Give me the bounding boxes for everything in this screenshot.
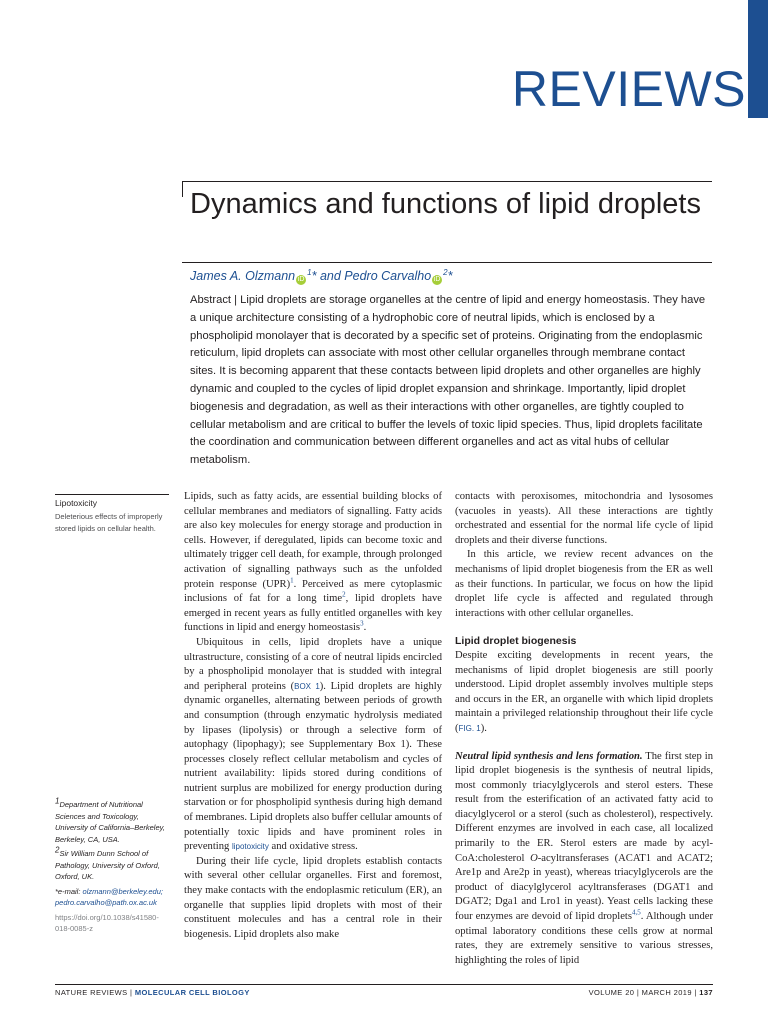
author-2-star: * bbox=[447, 269, 453, 283]
email-link-2[interactable]: pedro.carvalho@path.ox.ac.uk bbox=[55, 898, 157, 907]
reference-link[interactable]: 3 bbox=[360, 619, 364, 628]
paragraph: Despite exciting developments in recent years, the mechanisms of lipid droplet biogenesis are still poorly understood. Lipid droplet assembly involves multiple steps and occurs in the ER, an organelle with which lipid droplets maintain a privileged relationship throughout their life cycle (FIG. 1). bbox=[455, 649, 713, 734]
paragraph: contacts with peroxisomes, mitochondria and lysosomes (vacuoles in yeasts). All these interactions are tightly orchestrated and essential for the normal life cycle of lipid droplets and their diverse functions. bbox=[455, 491, 713, 546]
email-link-1[interactable]: olzmann@berkeley.edu; bbox=[82, 886, 163, 896]
paragraph: Neutral lipid synthesis and lens formation. The first step in lipid droplet biogenesis is the synthesis of neutral lipids, most commonly triacylglycerols and sterol esters. These result from the esterification of an activated fatty acid to diacylglycerol or a sterol (such as cholesterol), respectively. Different enzymes are involved in each case, all localized primarily to the ER. Sterol esters are made by acyl-CoA:cholesterol O-acyltransferases (ACAT1 and ACAT2; Are1p and Are2p in yeast), whereas triacylglycerols are the product of diacylglycerol acyltransferases (DGAT1 and DGAT2; Dga1 and Lro1 in yeast). Yeast cells lacking these four enzymes are devoid of lipid droplets$^{4,5}$. Although under optimal laboratory conditions these cells grow at normal rates, they are extremely sensitive to various stresses, highlighting the roles of lipid bbox=[455, 750, 713, 966]
paragraph: Ubiquitous in cells, lipid droplets have a unique ultrastructure, consisting of a core of neutral lipids encircled by a phospholipid monolayer that is studded with integral and peripheral proteins (BOX 1). Lipid droplets are highly dynamic organelles, alternating between periods of growth and consumption (through enzymatic hydrolysis mediated by lipases (lipolysis) or through a selective form of autophagy (lipophagy); see Supplementary Box 1). These processes closely reflect cellular metabolism and cycles of nutrient availability: lipids stored during conditions of nutrient surplus are mobilized for energy production during starvation or for phospholipid synthesis during high demand of membranes. Lipid droplets also buffer cellular amounts of potentially toxic lipids and have prominent roles in preventing lipotoxicity and oxidative stress. bbox=[184, 636, 442, 853]
glossary-definition: Deleterious effects of improperly stored lipids on cellular health. bbox=[55, 512, 163, 533]
abstract-label: Abstract | bbox=[190, 294, 238, 306]
abstract-text: Lipid droplets are storage organelles at the centre of lipid and energy homeostasis. They have a unique architecture consisting of a hydrophobic core of neutral lipids, which is enclosed by a phospholipid monolayer that is decorated by a specific set of proteins. Originating from the endoplasmic reticulum, lipid droplets can associate with most other cellular organelles through membrane contact sites. It is becoming apparent that these contacts between lipid droplets and other organelles are highly dynamic and coupled to the cycles of lipid droplet expansion and shrinkage. Importantly, lipid droplet biogenesis and degradation, as well as their interactions with other organelles, are tightly coupled to cellular metabolism and are critical to buffer the levels of toxic lipid species. Thus, lipid droplets facilitate the coordination and communication between different organelles and act as vital hubs of cellular metabolism. bbox=[190, 294, 706, 467]
orcid-icon[interactable]: iD bbox=[297, 276, 305, 283]
figure-link[interactable]: FIG. 1 bbox=[458, 723, 481, 733]
subsection-heading: Neutral lipid synthesis and lens formation. bbox=[455, 750, 643, 762]
footer-issue: VOLUME 20 | MARCH 2019 | 137 bbox=[588, 988, 713, 997]
paragraph: During their life cycle, lipid droplets establish contacts with several other cellular organelles. First and foremost, they make contacts with the endoplasmic reticulum (ER), an organelle that supplies lipid droplets with most of their constituent molecules and has a central role in their biogenesis. Lipid droplets also make bbox=[184, 855, 442, 940]
section-heading: Lipid droplet biogenesis bbox=[455, 635, 577, 648]
section-header: REVIEWS bbox=[511, 61, 746, 117]
abstract bbox=[190, 292, 712, 470]
orcid-icon[interactable]: iD bbox=[433, 276, 441, 283]
footer-journal: NATURE REVIEWS | MOLECULAR CELL BIOLOGY bbox=[55, 988, 250, 997]
footer-rule bbox=[55, 984, 713, 985]
title-rule bbox=[182, 262, 712, 263]
reference-link[interactable]: 2 bbox=[342, 590, 346, 599]
author-1-name[interactable]: James A. Olzmann bbox=[190, 269, 296, 283]
body-column-middle bbox=[184, 490, 442, 942]
author-1-affil: 1 bbox=[307, 267, 312, 277]
affiliations bbox=[55, 796, 173, 938]
doi-link[interactable]: https://doi.org/10.1038/s41580-018-0085-z bbox=[55, 912, 159, 933]
box-link[interactable]: BOX 1 bbox=[294, 681, 320, 691]
glossary-rule bbox=[55, 494, 169, 495]
reference-link[interactable]: 4,5 bbox=[631, 908, 641, 917]
glossary-term: Lipotoxicity bbox=[55, 498, 98, 508]
author-line bbox=[190, 266, 710, 286]
author-2-affil: 2 bbox=[443, 267, 448, 277]
article-title: Dynamics and functions of lipid droplets bbox=[190, 188, 701, 220]
body-column-right bbox=[455, 490, 713, 968]
reference-link[interactable]: 1 bbox=[290, 576, 294, 585]
author-and: and bbox=[319, 269, 341, 283]
reviews-color-bar bbox=[748, 0, 768, 118]
email-line: *e-mail: olzmann@berkeley.edu; pedro.carvalho@path.ox.ac.uk bbox=[55, 886, 163, 907]
top-rule bbox=[182, 181, 712, 182]
affiliation-1: $^1$Department of Nutritional Sciences and Toxicology, University of California–Berkeley, Berkeley, CA, USA. bbox=[55, 796, 165, 844]
glossary-link[interactable]: lipotoxicity bbox=[231, 842, 269, 852]
affiliation-2: $^2$Sir William Dunn School of Pathology, University of Oxford, Oxford, UK. bbox=[55, 845, 160, 881]
paragraph: In this article, we review recent advances on the mechanisms of lipid droplet biogenesis from the ER as well as their functions. In particular, we focus on how the lipid droplet life cycle is affected and regulated through interactions with other cellular organelles. bbox=[455, 549, 713, 619]
page-number: 137 bbox=[699, 988, 713, 997]
top-rule-tick bbox=[182, 181, 183, 197]
author-2-name[interactable]: Pedro Carvalho bbox=[344, 269, 432, 283]
paragraph: Lipids, such as fatty acids, are essential building blocks of cellular membranes and mediators of signalling. Fatty acids are also key molecules for energy storage and production in cells. However, if deregulated, lipids can become toxic and ultimately trigger cell death, for example, through prolonged activation of signalling pathways such as the unfolded protein response (UPR)$^1$. Perceived as mere cytoplasmic inclusions of fat for a long time$^2$, lipid droplets have emerged in recent years as fully entitled organelles with key functions in lipid and energy homeostasis$^3$. bbox=[184, 491, 442, 634]
author-1-star: * bbox=[311, 269, 317, 283]
